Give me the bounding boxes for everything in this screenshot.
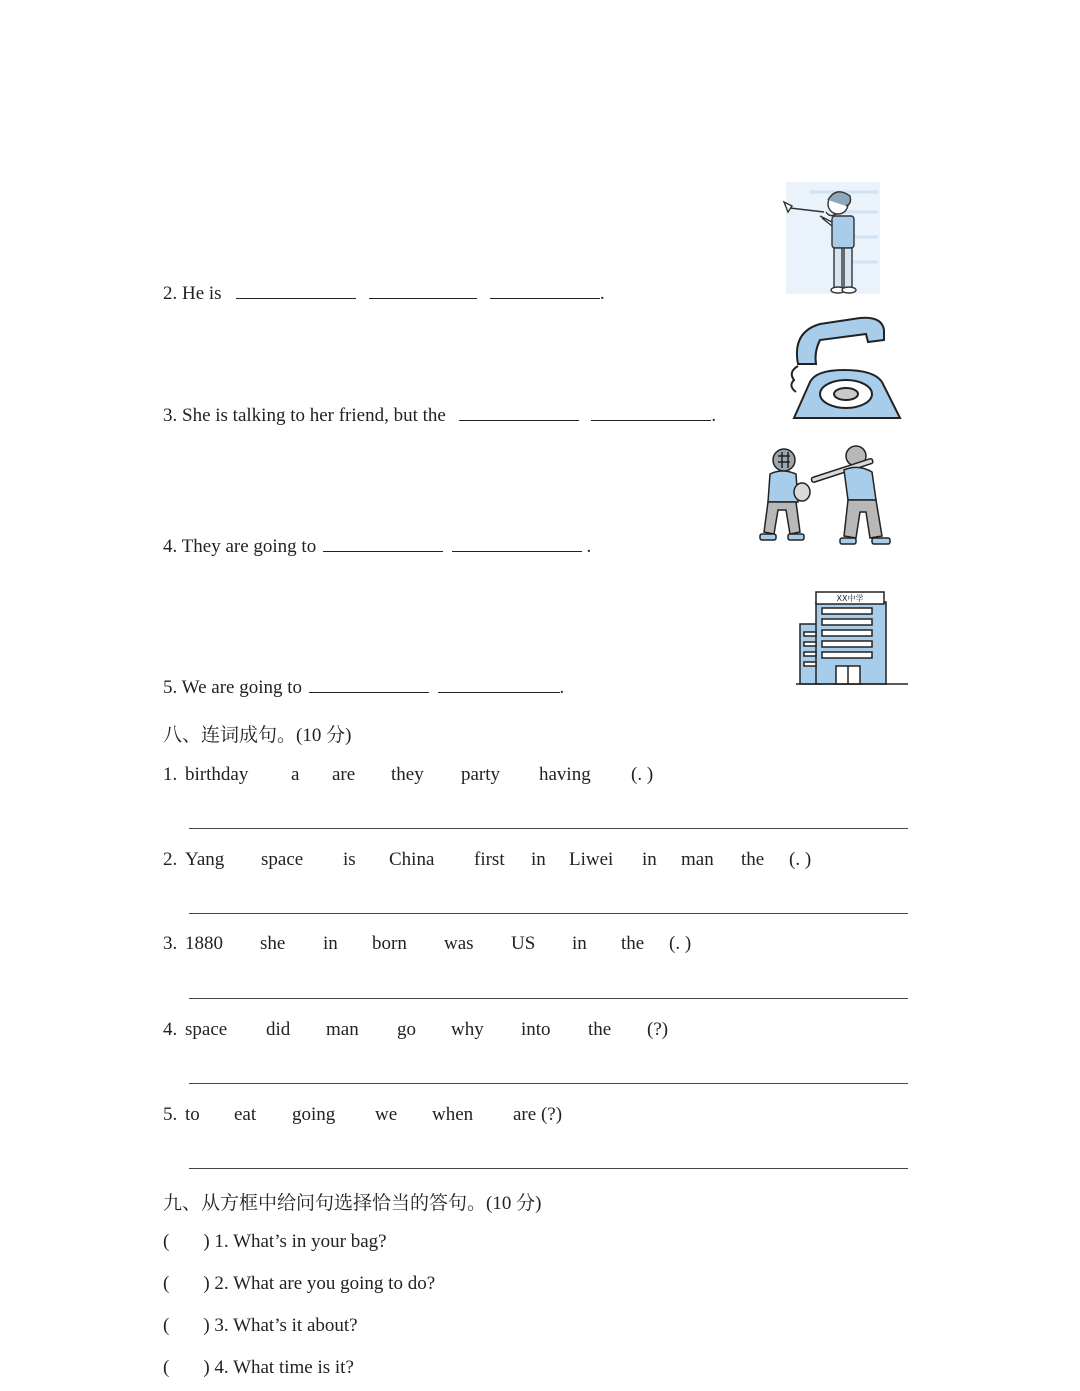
item-number: 4. bbox=[163, 536, 178, 557]
word-card: man bbox=[681, 849, 714, 870]
answer-bracket-close[interactable]: ) bbox=[203, 1357, 210, 1378]
item-text: He is bbox=[182, 283, 222, 304]
answer-blank[interactable] bbox=[236, 280, 356, 299]
word-card: in bbox=[642, 849, 657, 870]
word-card: space bbox=[185, 1019, 228, 1040]
word-card: a bbox=[291, 764, 300, 785]
answer-bracket-open[interactable]: ( bbox=[163, 1315, 170, 1336]
word-card: go bbox=[397, 1019, 416, 1040]
item-number: 4. bbox=[163, 1019, 178, 1040]
word-card: birthday bbox=[185, 764, 249, 785]
period: . bbox=[586, 536, 592, 557]
answer-blank[interactable] bbox=[309, 674, 429, 693]
word-card: in bbox=[531, 849, 546, 870]
word-card: first bbox=[474, 849, 505, 870]
word-card: in bbox=[323, 933, 338, 954]
word-card: 1880 bbox=[185, 933, 223, 954]
item-number: 3. bbox=[163, 405, 178, 426]
boy-trumpet-picture bbox=[780, 182, 882, 298]
answer-blank[interactable] bbox=[459, 402, 579, 421]
word-card: we bbox=[375, 1104, 398, 1125]
answer-bracket-close[interactable]: ) bbox=[203, 1231, 210, 1252]
punctuation: (. ) bbox=[669, 933, 692, 954]
answer-blank[interactable] bbox=[438, 674, 560, 693]
answer-line[interactable] bbox=[189, 1083, 908, 1084]
word-card: Liwei bbox=[569, 849, 614, 870]
word-card: the bbox=[621, 933, 645, 954]
word-card: US bbox=[511, 933, 536, 954]
word-card: eat bbox=[234, 1104, 257, 1125]
section9-title: 九、从方框中给问句选择恰当的答句。(10 分) bbox=[163, 1193, 542, 1214]
item-number: 1. bbox=[163, 764, 178, 785]
school-building-picture bbox=[796, 588, 908, 688]
section9-item-2 bbox=[163, 1273, 435, 1295]
answer-blank[interactable] bbox=[369, 280, 477, 299]
answer-line[interactable] bbox=[189, 913, 908, 914]
word-card: having bbox=[539, 764, 591, 785]
punctuation: (. ) bbox=[789, 849, 812, 870]
word-card: they bbox=[391, 764, 424, 785]
answer-blank[interactable] bbox=[323, 533, 443, 552]
word-card: born bbox=[372, 933, 407, 954]
item-number: 5. bbox=[163, 1104, 178, 1125]
answer-bracket-close[interactable]: ) bbox=[203, 1273, 210, 1294]
word-card: into bbox=[521, 1019, 551, 1040]
word-card: party bbox=[461, 764, 501, 785]
punctuation: (?) bbox=[647, 1019, 669, 1040]
word-card: why bbox=[451, 1019, 484, 1040]
word-card: she bbox=[260, 933, 286, 954]
building-sign: XX中学 bbox=[836, 594, 864, 603]
fill-item-2 bbox=[163, 280, 605, 305]
answer-blank[interactable] bbox=[452, 533, 582, 552]
section9-item-3 bbox=[163, 1315, 358, 1337]
word-card: the bbox=[588, 1019, 612, 1040]
word-card: when bbox=[432, 1104, 474, 1125]
period: . bbox=[559, 677, 565, 698]
item-text: They are going to bbox=[181, 536, 317, 557]
word-card: did bbox=[266, 1019, 291, 1040]
answer-bracket-open[interactable]: ( bbox=[163, 1273, 170, 1294]
word-card: are bbox=[332, 764, 356, 785]
word-card: space bbox=[261, 849, 304, 870]
section8-title: 八、连词成句。(10 分) bbox=[163, 725, 352, 746]
telephone-picture bbox=[786, 312, 906, 422]
word-card: in bbox=[572, 933, 587, 954]
item-text: She is talking to her friend, but the bbox=[182, 405, 446, 426]
answer-bracket-close[interactable]: ) bbox=[203, 1315, 210, 1336]
baseball-players-picture bbox=[752, 442, 908, 552]
section9-item-1 bbox=[163, 1231, 387, 1253]
answer-bracket-open[interactable]: ( bbox=[163, 1357, 170, 1378]
word-card: Yang bbox=[185, 849, 225, 870]
answer-line[interactable] bbox=[189, 998, 908, 999]
word-card: are (?) bbox=[513, 1104, 563, 1125]
fill-item-4 bbox=[163, 533, 591, 558]
period: . bbox=[599, 283, 605, 304]
section9-item-4 bbox=[163, 1357, 354, 1379]
answer-blank[interactable] bbox=[591, 402, 711, 421]
fill-item-3 bbox=[163, 402, 716, 427]
item-number: 5. bbox=[163, 677, 178, 698]
word-card: is bbox=[343, 849, 356, 870]
punctuation: (. ) bbox=[631, 764, 654, 785]
word-card: China bbox=[389, 849, 435, 870]
question-text: 3. What’s it about? bbox=[214, 1315, 358, 1336]
answer-line[interactable] bbox=[189, 828, 908, 829]
word-card: man bbox=[326, 1019, 359, 1040]
item-text: We are going to bbox=[181, 677, 303, 698]
item-number: 2. bbox=[163, 283, 178, 304]
answer-bracket-open[interactable]: ( bbox=[163, 1231, 170, 1252]
word-card: to bbox=[185, 1104, 200, 1125]
answer-blank[interactable] bbox=[490, 280, 600, 299]
question-text: 2. What are you going to do? bbox=[214, 1273, 436, 1294]
word-card: was bbox=[444, 933, 474, 954]
fill-item-5 bbox=[163, 674, 564, 699]
period: . bbox=[711, 405, 717, 426]
answer-line[interactable] bbox=[189, 1168, 908, 1169]
item-number: 3. bbox=[163, 933, 178, 954]
item-number: 2. bbox=[163, 849, 178, 870]
word-card: going bbox=[292, 1104, 336, 1125]
question-text: 4. What time is it? bbox=[214, 1357, 354, 1378]
question-text: 1. What’s in your bag? bbox=[214, 1231, 387, 1252]
word-card: the bbox=[741, 849, 765, 870]
